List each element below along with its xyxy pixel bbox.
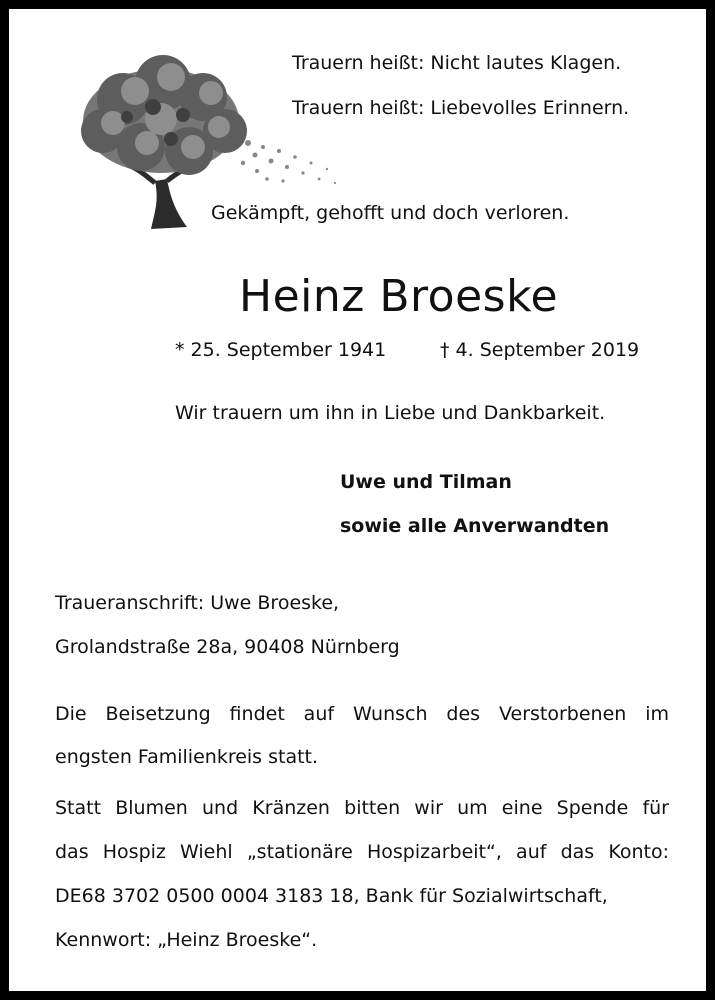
motto-line-2: Trauern heißt: Liebevolles Erinnern. xyxy=(292,97,630,119)
mourning-line: Wir trauern um ihn in Liebe und Dankbarkeit. xyxy=(175,402,606,424)
motto-line-1: Trauern heißt: Nicht lautes Klagen. xyxy=(292,52,622,74)
mourners-line-2: sowie alle Anverwandten xyxy=(340,515,610,537)
address-line-1: Traueranschrift: Uwe Broeske, xyxy=(55,592,340,614)
donation-line-2: das Hospiz Wiehl „stationäre Hospizarbeit“, auf das Konto: xyxy=(55,841,669,863)
birth-date: * 25. September 1941 xyxy=(175,339,387,361)
mourners-line-1: Uwe und Tilman xyxy=(340,471,512,493)
donation-line-3: DE68 3702 0500 0004 3183 18, Bank für Sozialwirtschaft, xyxy=(55,885,608,907)
funeral-line-2: engsten Familienkreis statt. xyxy=(55,746,319,768)
subtitle: Gekämpft, gehofft und doch verloren. xyxy=(211,202,570,224)
address-line-2: Grolandstraße 28a, 90408 Nürnberg xyxy=(55,636,400,658)
deceased-name: Heinz Broeske xyxy=(239,271,559,322)
donation-line-1: Statt Blumen und Kränzen bitten wir um eine Spende für xyxy=(55,797,669,819)
funeral-line-1: Die Beisetzung findet auf Wunsch des Verstorbenen im xyxy=(55,703,669,725)
donation-line-4: Kennwort: „Heinz Broeske“. xyxy=(55,929,318,951)
death-date: † 4. September 2019 xyxy=(440,339,640,361)
